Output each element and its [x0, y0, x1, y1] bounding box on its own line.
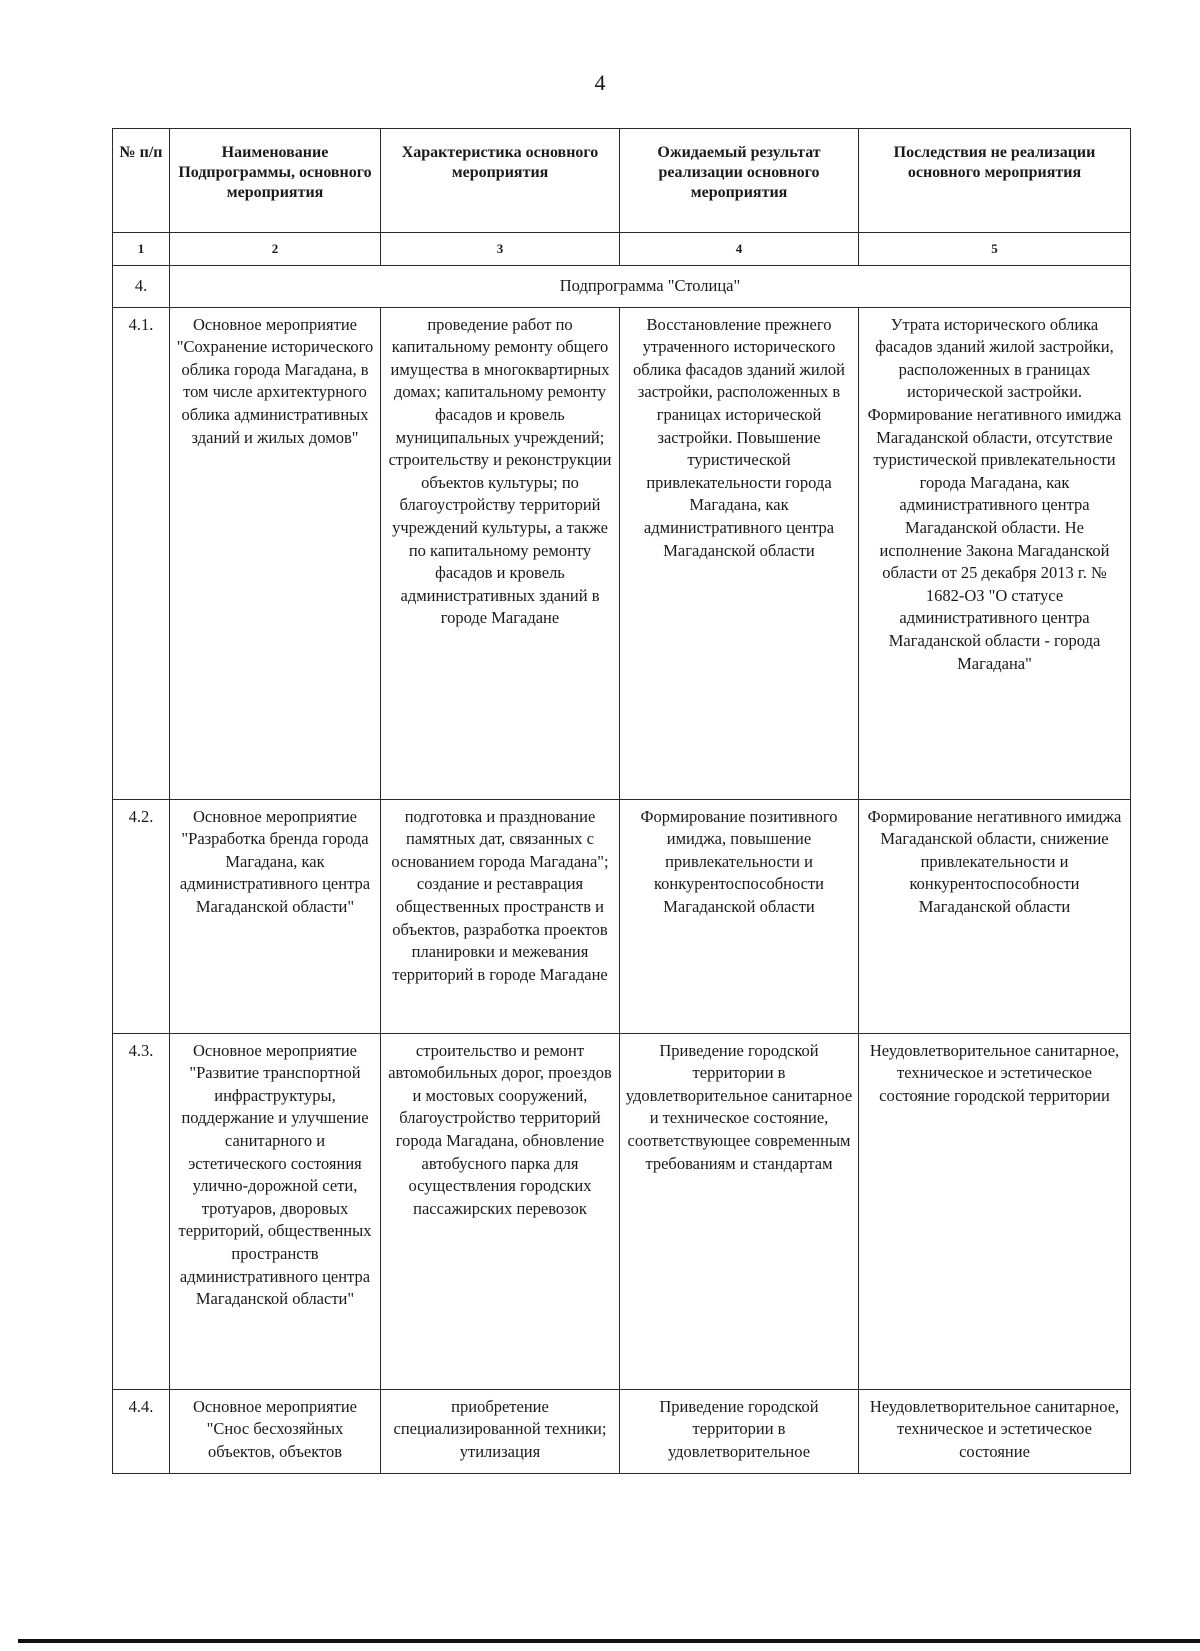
row-number: 4.2.	[113, 799, 170, 1033]
header-characteristic: Характеристика основного мероприятия	[381, 129, 620, 233]
measure-characteristic: приобретение специализированной техники; утилизация	[381, 1389, 620, 1473]
subprogram-row	[113, 266, 1131, 308]
header-row	[113, 129, 1131, 233]
column-number: 3	[381, 233, 620, 266]
measure-expected-result: Приведение городской территории в удовлетворительное санитарное и техническое состояние, соответствующее современным требованиям и стандартам	[620, 1033, 859, 1389]
subprogram-number: 4.	[113, 266, 170, 308]
table-row	[113, 1389, 1131, 1473]
measure-expected-result: Восстановление прежнего утраченного исторического облика фасадов зданий жилой застройки, расположенных в границах исторической застройки. Повышение туристической привлекательности города Магадана, как административного центра Магаданской области	[620, 307, 859, 799]
header-expected-result: Ожидаемый результат реализации основного мероприятия	[620, 129, 859, 233]
measure-consequences: Неудовлетворительное санитарное, техническое и эстетическое состояние городской территории	[859, 1033, 1131, 1389]
header-consequences: Последствия не реализации основного мероприятия	[859, 129, 1131, 233]
table-row	[113, 799, 1131, 1033]
table-row	[113, 1033, 1131, 1389]
column-number: 1	[113, 233, 170, 266]
column-number: 5	[859, 233, 1131, 266]
column-number: 4	[620, 233, 859, 266]
measure-consequences: Формирование негативного имиджа Магаданской области, снижение привлекательности и конкурентоспособности Магаданской области	[859, 799, 1131, 1033]
row-number: 4.1.	[113, 307, 170, 799]
measure-characteristic: строительство и ремонт автомобильных дорог, проездов и мостовых сооружений, благоустройство территорий города Магадана, обновление автобусного парка для осуществления городских пассажирских перевозок	[381, 1033, 620, 1389]
measure-consequences: Утрата исторического облика фасадов зданий жилой застройки, расположенных в границах исторической застройки. Формирование негативного имиджа Магаданской области, отсутствие туристической привлекательности города Магадана, как административного центра Магаданской области. Не исполнение Закона Магаданской области от 25 декабря 2013 г. № 1682-ОЗ "О статусе административного центра Магаданской области - города Магадана"	[859, 307, 1131, 799]
table-row	[113, 307, 1131, 799]
bottom-rule	[18, 1639, 1200, 1643]
measure-expected-result: Формирование позитивного имиджа, повышение привлекательности и конкурентоспособности Магаданской области	[620, 799, 859, 1033]
measure-name: Основное мероприятие "Сохранение исторического облика города Магадана, в том числе архитектурного облика административных зданий и жилых домов"	[170, 307, 381, 799]
page-number: 4	[594, 70, 606, 95]
header-name: Наименование Подпрограммы, основного мероприятия	[170, 129, 381, 233]
measure-name: Основное мероприятие "Разработка бренда города Магадана, как административного центра Магаданской области"	[170, 799, 381, 1033]
measures-table	[112, 128, 1131, 1474]
row-number: 4.3.	[113, 1033, 170, 1389]
measure-name: Основное мероприятие "Развитие транспортной инфраструктуры, поддержание и улучшение санитарного и эстетического состояния улично-дорожной сети, тротуаров, дворовых территорий, общественных пространств административного центра Магаданской области"	[170, 1033, 381, 1389]
subprogram-title: Подпрограмма "Столица"	[170, 266, 1131, 308]
measure-name: Основное мероприятие "Снос бесхозяйных объектов, объектов	[170, 1389, 381, 1473]
measure-consequences: Неудовлетворительное санитарное, техническое и эстетическое состояние	[859, 1389, 1131, 1473]
row-number: 4.4.	[113, 1389, 170, 1473]
header-number: № п/п	[113, 129, 170, 233]
measure-characteristic: проведение работ по капитальному ремонту общего имущества в многоквартирных домах; капитальному ремонту фасадов и кровель муниципальных учреждений; строительству и реконструкции объектов культуры; по благоустройству территорий учреждений культуры, а также по капитальному ремонту фасадов и кровель административных зданий в городе Магадане	[381, 307, 620, 799]
measure-characteristic: подготовка и празднование памятных дат, связанных с основанием города Магадана"; создание и реставрация общественных пространств и объектов, разработка проектов планировки и межевания территорий в городе Магадане	[381, 799, 620, 1033]
column-number: 2	[170, 233, 381, 266]
column-number-row	[113, 233, 1131, 266]
measure-expected-result: Приведение городской территории в удовлетворительное	[620, 1389, 859, 1473]
